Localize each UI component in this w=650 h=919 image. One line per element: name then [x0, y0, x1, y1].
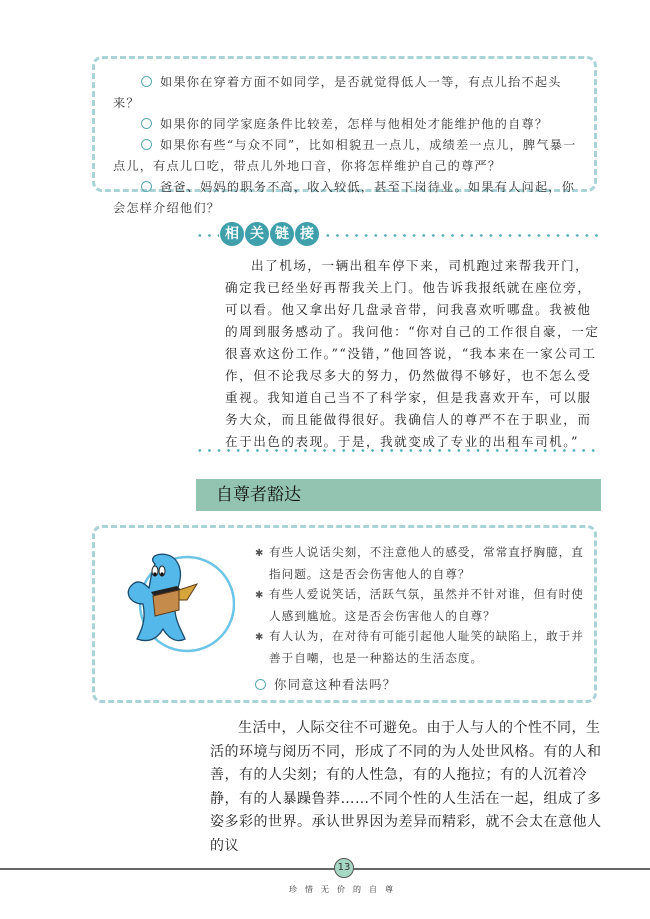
circle-bullet-icon — [141, 118, 152, 129]
asterisk-bullet-icon: ✱ — [255, 590, 265, 601]
dotted-divider — [195, 234, 219, 237]
title-badge: 关 — [245, 222, 269, 246]
title-badge: 相 — [220, 222, 244, 246]
body-paragraph: 生活中，人际交往不可避免。由于人与人的个性不同，生活的环境与阅历不同，形成了不同的为人处世风格。有的人和善，有的人尖刻；有的人性急，有的人拖拉；有的人沉着冷静，有的人暴躁鲁莽……不同个性的人生活在一起，组成了多姿多彩的世界。承认世界因为差异而精彩，就不会太在意他人的议 — [210, 720, 602, 854]
circle-bullet-icon — [255, 679, 266, 690]
dotted-divider — [323, 234, 600, 237]
footer-divider — [0, 868, 650, 870]
title-badge: 链 — [270, 222, 294, 246]
discussion-bullet: ✱ 有些人爱说笑话，活跃气氛，虽然并不针对谁，但有时使人感到尴尬。这是否会伤害他人的自尊？ — [255, 587, 584, 623]
questions-box — [92, 56, 597, 215]
related-links-story: 出了机场，一辆出租车停下来，司机跑过来帮我开门，确定我已经坐好再帮我关上门。他告诉我报纸就在座位旁，可以看。他又拿出好几盘录音带，问我喜欢听哪盘。我被他的周到服务感动了。我问他：“你对自己的工作很自豪，一定很喜欢这份工作。”“没错，”他回答说，“我本来在一家公司工作，但不论我尽多大的努力，仍然做得不够好，也不怎么受重视。我知道自己当不了科学家，但是我喜欢开车，可以服务大众，而且能做得很好。我确信人的尊严不在于职业，而在于出色的表现。于是，我就变成了专业的出租车司机。” — [225, 258, 600, 449]
title-badge: 接 — [295, 222, 319, 246]
chapter-title: 珍惜无价的自尊 — [289, 885, 401, 894]
circle-bullet-icon — [141, 181, 152, 192]
discussion-bullet: ✱ 有些人说话尖刻，不注意他人的感受，常常直抒胸臆，直指问题。这是否会伤害他人的自尊？ — [255, 545, 584, 581]
discussion-box — [92, 525, 597, 703]
section-heading: 自尊者豁达 — [196, 479, 601, 511]
asterisk-bullet-icon: ✱ — [255, 632, 265, 643]
circle-bullet-icon — [141, 139, 152, 150]
circle-bullet-icon — [141, 76, 152, 87]
question-item: 爸爸、妈妈的职务不高，收入较低，甚至下岗待业。如果有人问起，你会怎样介绍他们？ — [113, 180, 576, 215]
page-number: 13 — [334, 858, 354, 878]
related-links-header — [195, 222, 600, 248]
related-links-badges — [220, 222, 319, 246]
dotted-divider — [195, 449, 600, 452]
question-item: 如果你的同学家庭条件比较差，怎样与他相处才能维护他的自尊？ — [113, 114, 580, 135]
asterisk-bullet-icon: ✱ — [255, 548, 265, 559]
question-item: 如果你有些“与众不同”，比如相貌丑一点儿，成绩差一点儿，脾气暴一点儿，有点儿口吃，带点儿外地口音，你将怎样维护自己的尊严？ — [113, 138, 577, 173]
discussion-bullet: ✱ 有人认为，在对待有可能引起他人耻笑的缺陷上，敢于并善于自嘲，也是一种豁达的生活态度。 — [255, 629, 584, 665]
question-item: 如果你在穿着方面不如同学，是否就觉得低人一等，有点儿抬不起头来？ — [113, 75, 562, 110]
discussion-question: 你同意这种看法吗？ — [255, 675, 396, 693]
discussion-bullets — [255, 542, 585, 668]
mascot-illustration-icon — [115, 544, 235, 664]
